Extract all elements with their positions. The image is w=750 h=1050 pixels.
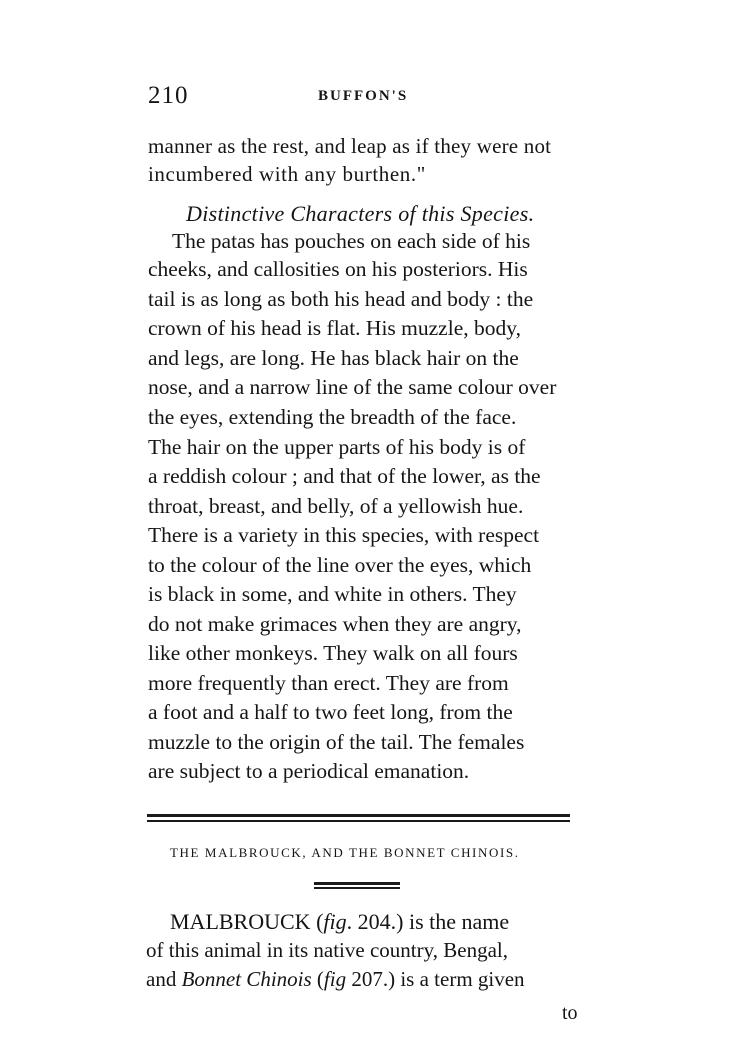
text-line: like other monkeys. They walk on all fours bbox=[148, 641, 518, 665]
text-line: MALBROUCK (fig. 204.) is the name bbox=[170, 909, 510, 934]
text-line: The patas has pouches on each side of his bbox=[172, 229, 531, 253]
section-title: THE MALBROUCK, AND THE BONNET CHINOIS. bbox=[170, 845, 520, 860]
text-line: incumbered with any burthen." bbox=[148, 162, 426, 186]
text-line: a foot and a half to two feet long, from the bbox=[148, 700, 513, 724]
text-line: to the colour of the line over the eyes, which bbox=[148, 553, 532, 577]
text-line: The hair on the upper parts of his body is of bbox=[148, 435, 526, 459]
text-line: are subject to a periodical emanation. bbox=[148, 759, 470, 783]
text-line: nose, and a narrow line of the same colour over bbox=[148, 375, 557, 399]
text-line: of this animal in its native country, Bengal, bbox=[146, 938, 508, 962]
text-line: crown of his head is flat. His muzzle, body, bbox=[148, 316, 521, 340]
text-line: There is a variety in this species, with respect bbox=[148, 523, 540, 547]
running-head: BUFFON'S bbox=[318, 88, 409, 104]
text-line: do not make grimaces when they are angry, bbox=[148, 612, 522, 636]
text-line: more frequently than erect. They are from bbox=[148, 671, 509, 695]
text-line: a reddish colour ; and that of the lower, as the bbox=[148, 464, 541, 488]
text-line: the eyes, extending the breadth of the face. bbox=[148, 405, 517, 429]
text-line: muzzle to the origin of the tail. The females bbox=[148, 730, 525, 754]
page-number: 210 bbox=[148, 82, 189, 109]
text-line: and Bonnet Chinois (fig 207.) is a term given bbox=[146, 967, 525, 991]
catchword: to bbox=[562, 1002, 578, 1024]
text-line: and legs, are long. He has black hair on the bbox=[148, 346, 519, 370]
text-line: tail is as long as both his head and body : the bbox=[148, 287, 534, 311]
text-line: is black in some, and white in others. They bbox=[148, 582, 517, 606]
subheading: Distinctive Characters of this Species. bbox=[186, 201, 535, 226]
text-line: manner as the rest, and leap as if they were not bbox=[148, 134, 552, 158]
text-line: throat, breast, and belly, of a yellowish hue. bbox=[148, 494, 524, 518]
text-line: cheeks, and callosities on his posteriors. His bbox=[148, 257, 528, 281]
